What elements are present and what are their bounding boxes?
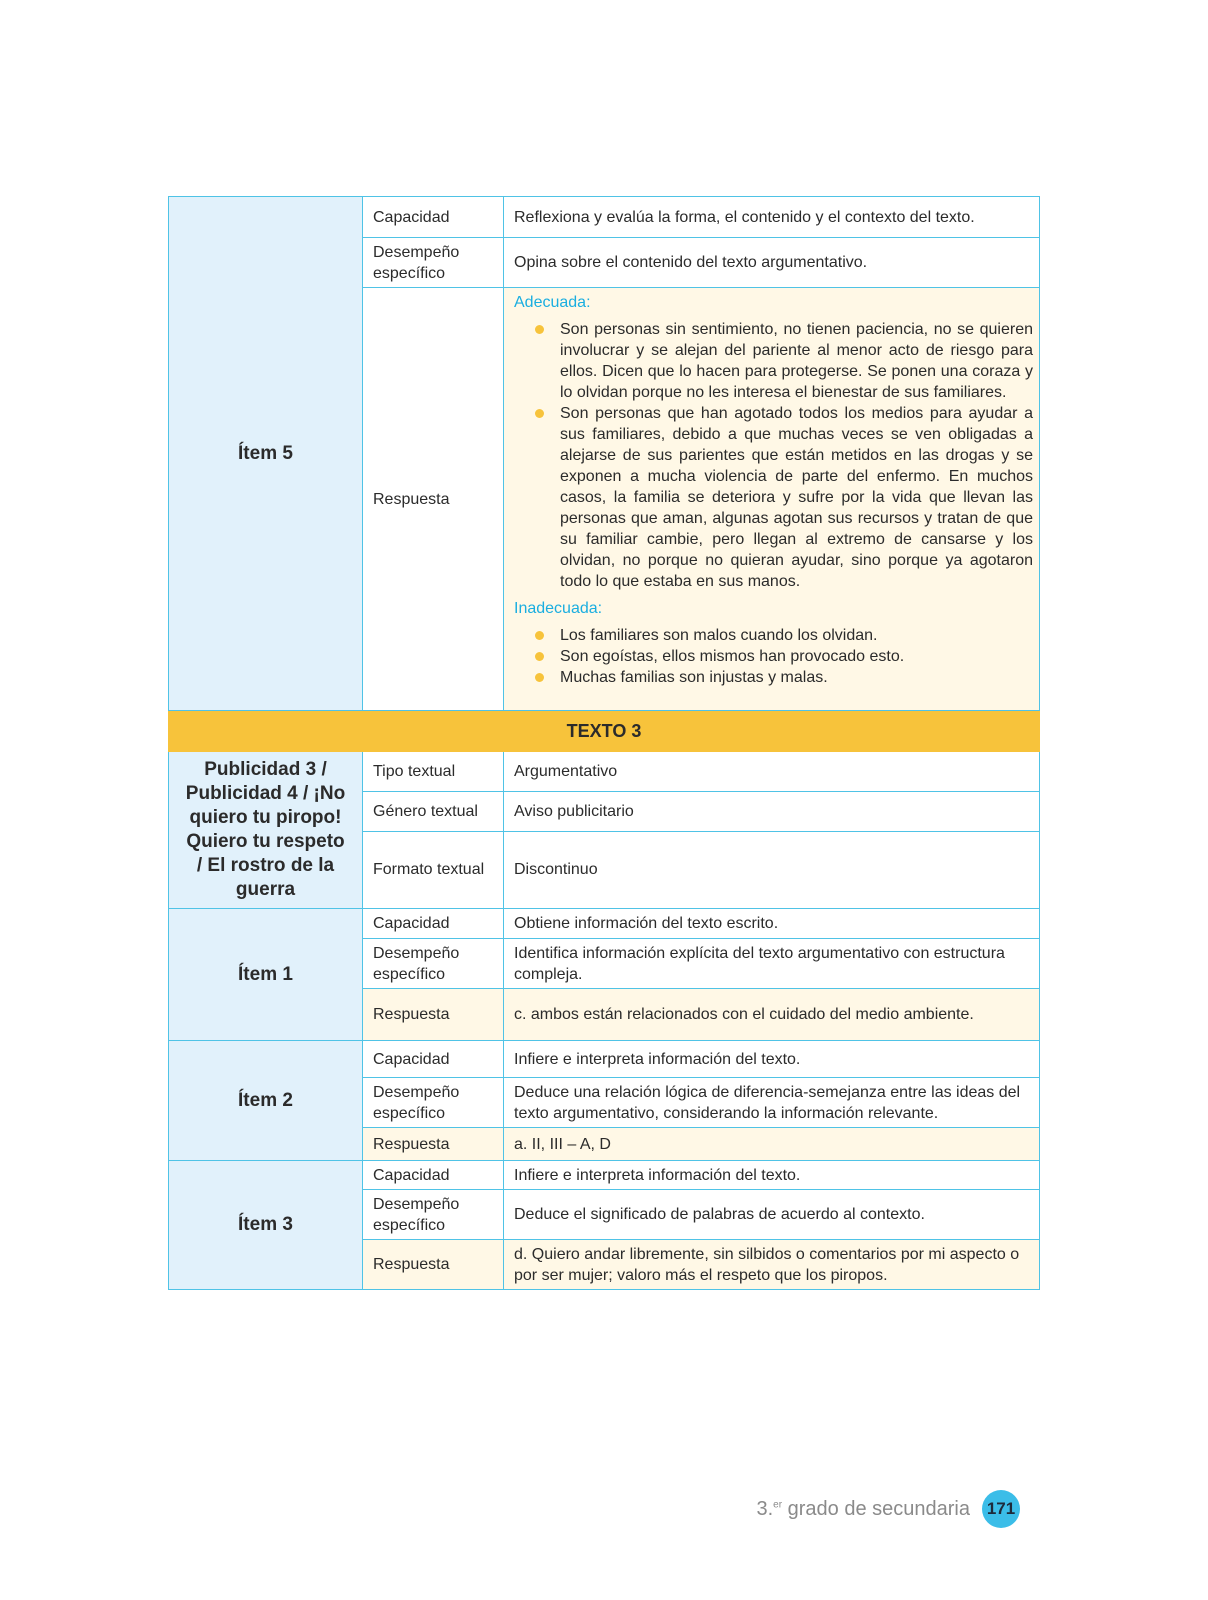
page-footer (756, 1490, 1020, 1528)
respuesta-value (504, 288, 1040, 711)
genero-textual-label: Género textual (363, 791, 504, 831)
capacidad-value: Reflexiona y evalúa la forma, el contenido y el contexto del texto. (504, 197, 1040, 238)
capacidad-label: Capacidad (363, 1041, 504, 1078)
capacidad-value: Infiere e interpreta información del texto. (504, 1161, 1040, 1190)
adecuada-heading: Adecuada: (514, 294, 591, 311)
texto-3-header: TEXTO 3 (169, 711, 1040, 752)
list-item: Muchas familias son injustas y malas. (560, 667, 1033, 688)
respuesta-label: Respuesta (363, 989, 504, 1041)
list-item: Son personas que han agotado todos los medios para ayudar a sus familiares, debido a que muchas veces se ven obligadas a alejarse de sus parientes que están metidos en las drogas y se exponen a mucha violencia de parte del enfermo. En muchos casos, la familia se deteriora y sufre por la vida que llevan las personas que aman, algunas agotan sus recursos y tratan de que su familiar cambie, pero llegan al extremo de cansarse y los olvidan, no porque no quieran ayudar, sino porque ya agotaron todo lo que estaba en sus manos. (560, 405, 1033, 590)
list-item: Los familiares son malos cuando los olvidan. (560, 625, 1033, 646)
respuesta-value: c. ambos están relacionados con el cuidado del medio ambiente. (504, 989, 1040, 1041)
desempeno-value: Opina sobre el contenido del texto argumentativo. (504, 238, 1040, 288)
capacidad-label: Capacidad (363, 909, 504, 939)
desempeno-label: Desempeño específico (363, 238, 504, 288)
answer-key-table (168, 196, 1040, 1290)
desempeno-value: Deduce el significado de palabras de acuerdo al contexto. (504, 1190, 1040, 1240)
item-5-title: Ítem 5 (169, 197, 363, 711)
desempeno-value: Identifica información explícita del texto argumentativo con estructura compleja. (504, 939, 1040, 989)
inadecuada-list (514, 625, 1033, 688)
respuesta-label: Respuesta (363, 288, 504, 711)
formato-textual-value: Discontinuo (504, 831, 1040, 909)
respuesta-label: Respuesta (363, 1128, 504, 1161)
adecuada-list (514, 319, 1033, 592)
genero-textual-value: Aviso publicitario (504, 791, 1040, 831)
capacidad-label: Capacidad (363, 197, 504, 238)
desempeno-label: Desempeño específico (363, 1078, 504, 1128)
desempeno-label: Desempeño específico (363, 1190, 504, 1240)
desempeno-label: Desempeño específico (363, 939, 504, 989)
capacidad-label: Capacidad (363, 1161, 504, 1190)
list-item: Son personas sin sentimiento, no tienen paciencia, no se quieren involucrar y se alejan del pariente al menor acto de riesgo para ellos. Dicen que lo hacen para protegerse. Se ponen una coraza y lo olvidan porque no les interesa el bienestar de sus familiares. (560, 321, 1033, 401)
texto-3-title: Publicidad 3 / Publicidad 4 / ¡No quiero tu piropo! Quiero tu respeto / El rostro de la guerra (169, 752, 363, 909)
item-3-title: Ítem 3 (169, 1161, 363, 1290)
grade-text: grado de secundaria (782, 1497, 970, 1520)
capacidad-value: Infiere e interpreta información del texto. (504, 1041, 1040, 1078)
page-number: 171 (982, 1490, 1020, 1528)
tipo-textual-label: Tipo textual (363, 752, 504, 792)
grade-ordinal: er (773, 1498, 783, 1510)
tipo-textual-value: Argumentativo (504, 752, 1040, 792)
formato-textual-label: Formato textual (363, 831, 504, 909)
desempeno-value: Deduce una relación lógica de diferencia-semejanza entre las ideas del texto argumentativo, considerando la información relevante. (504, 1078, 1040, 1128)
grade-number: 3. (756, 1497, 774, 1520)
capacidad-value: Obtiene información del texto escrito. (504, 909, 1040, 939)
item-2-title: Ítem 2 (169, 1041, 363, 1161)
grade-label (756, 1498, 970, 1521)
respuesta-label: Respuesta (363, 1240, 504, 1290)
respuesta-value: d. Quiero andar libremente, sin silbidos o comentarios por mi aspecto o por ser mujer; valoro más el respeto que los piropos. (504, 1240, 1040, 1290)
item-1-title: Ítem 1 (169, 909, 363, 1041)
inadecuada-heading: Inadecuada: (514, 600, 603, 617)
respuesta-value: a. II, III – A, D (504, 1128, 1040, 1161)
list-item: Son egoístas, ellos mismos han provocado esto. (560, 646, 1033, 667)
